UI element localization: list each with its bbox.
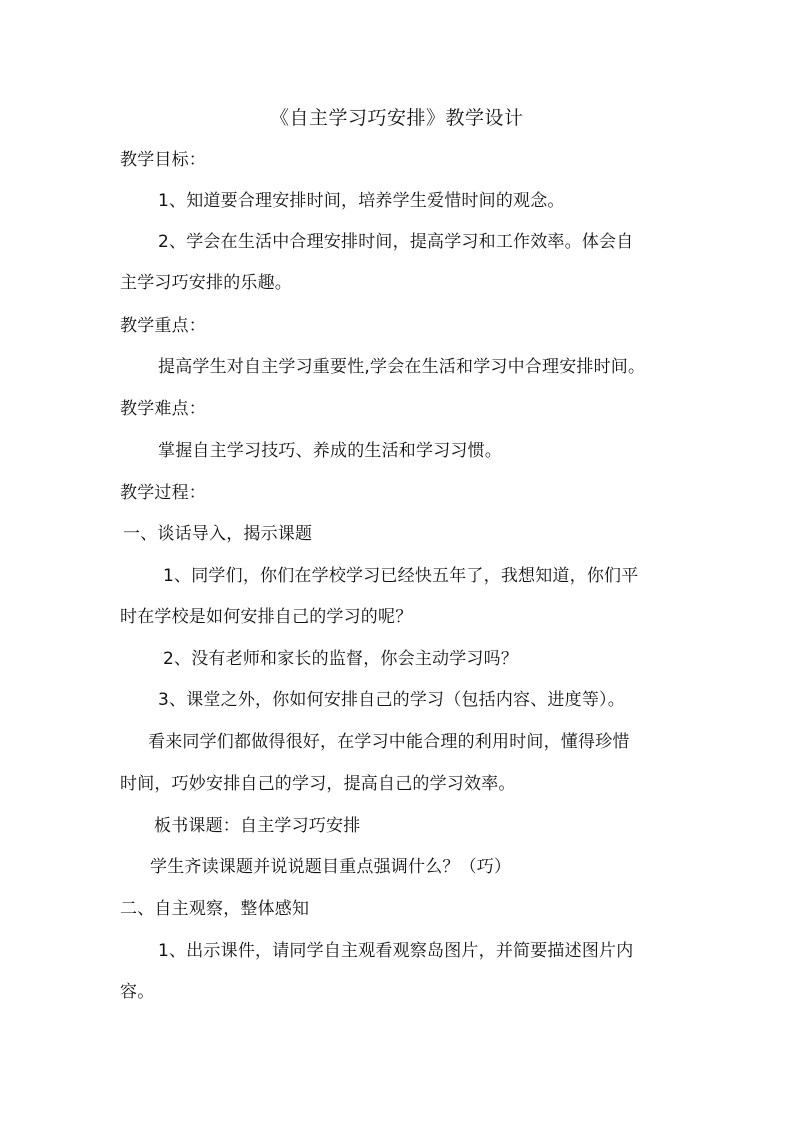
heading-key-points: 教学重点： xyxy=(120,316,206,336)
section-1-summary: 看来同学们都做得很好，在学习中能合理的利用时间，懂得珍惜 xyxy=(148,732,630,752)
objective-1: 1、知道要合理安排时间，培养学生爱惜时间的观念。 xyxy=(158,191,565,211)
board-title: 板书课题：自主学习巧安排 xyxy=(154,816,361,836)
section-2-item-1-cont: 容。 xyxy=(120,982,155,1002)
heading-objectives: 教学目标： xyxy=(120,150,206,170)
read-title-prompt: 学生齐读课题并说说题目重点强调什么？（巧） xyxy=(150,857,512,877)
section-1-summary-cont: 时间，巧妙安排自己的学习，提高自己的学习效率。 xyxy=(120,774,516,794)
objective-2-cont: 主学习巧安排的乐趣。 xyxy=(120,273,292,293)
section-1-item-3: 3、课堂之外，你如何安排自己的学习（包括内容、进度等）。 xyxy=(158,690,625,710)
section-2-item-1: 1、出示课件，请同学自主观看观察岛图片，并简要描述图片内 xyxy=(158,941,634,961)
document-title: 《自主学习巧安排》教学设计 xyxy=(270,107,524,129)
section-1-item-2: 2、没有老师和家长的监督，你会主动学习吗？ xyxy=(163,649,519,669)
heading-difficulties: 教学难点： xyxy=(120,399,206,419)
heading-process: 教学过程： xyxy=(120,483,206,503)
section-2-heading: 二、自主观察，整体感知 xyxy=(120,899,310,919)
difficulty-text: 掌握自主学习技巧、养成的生活和学习习惯。 xyxy=(158,441,502,461)
section-1-heading: 一、谈话导入，揭示课题 xyxy=(123,524,313,544)
key-point-text: 提高学生对自主学习重要性,学会在生活和学习中合理安排时间。 xyxy=(158,357,646,377)
section-1-item-1-cont: 时在学校是如何安排自己的学习的呢？ xyxy=(120,607,413,627)
section-1-item-1: 1、同学们，你们在学校学习已经快五年了，我想知道，你们平 xyxy=(163,566,639,586)
objective-2: 2、学会在生活中合理安排时间，提高学习和工作效率。体会自 xyxy=(158,232,634,252)
